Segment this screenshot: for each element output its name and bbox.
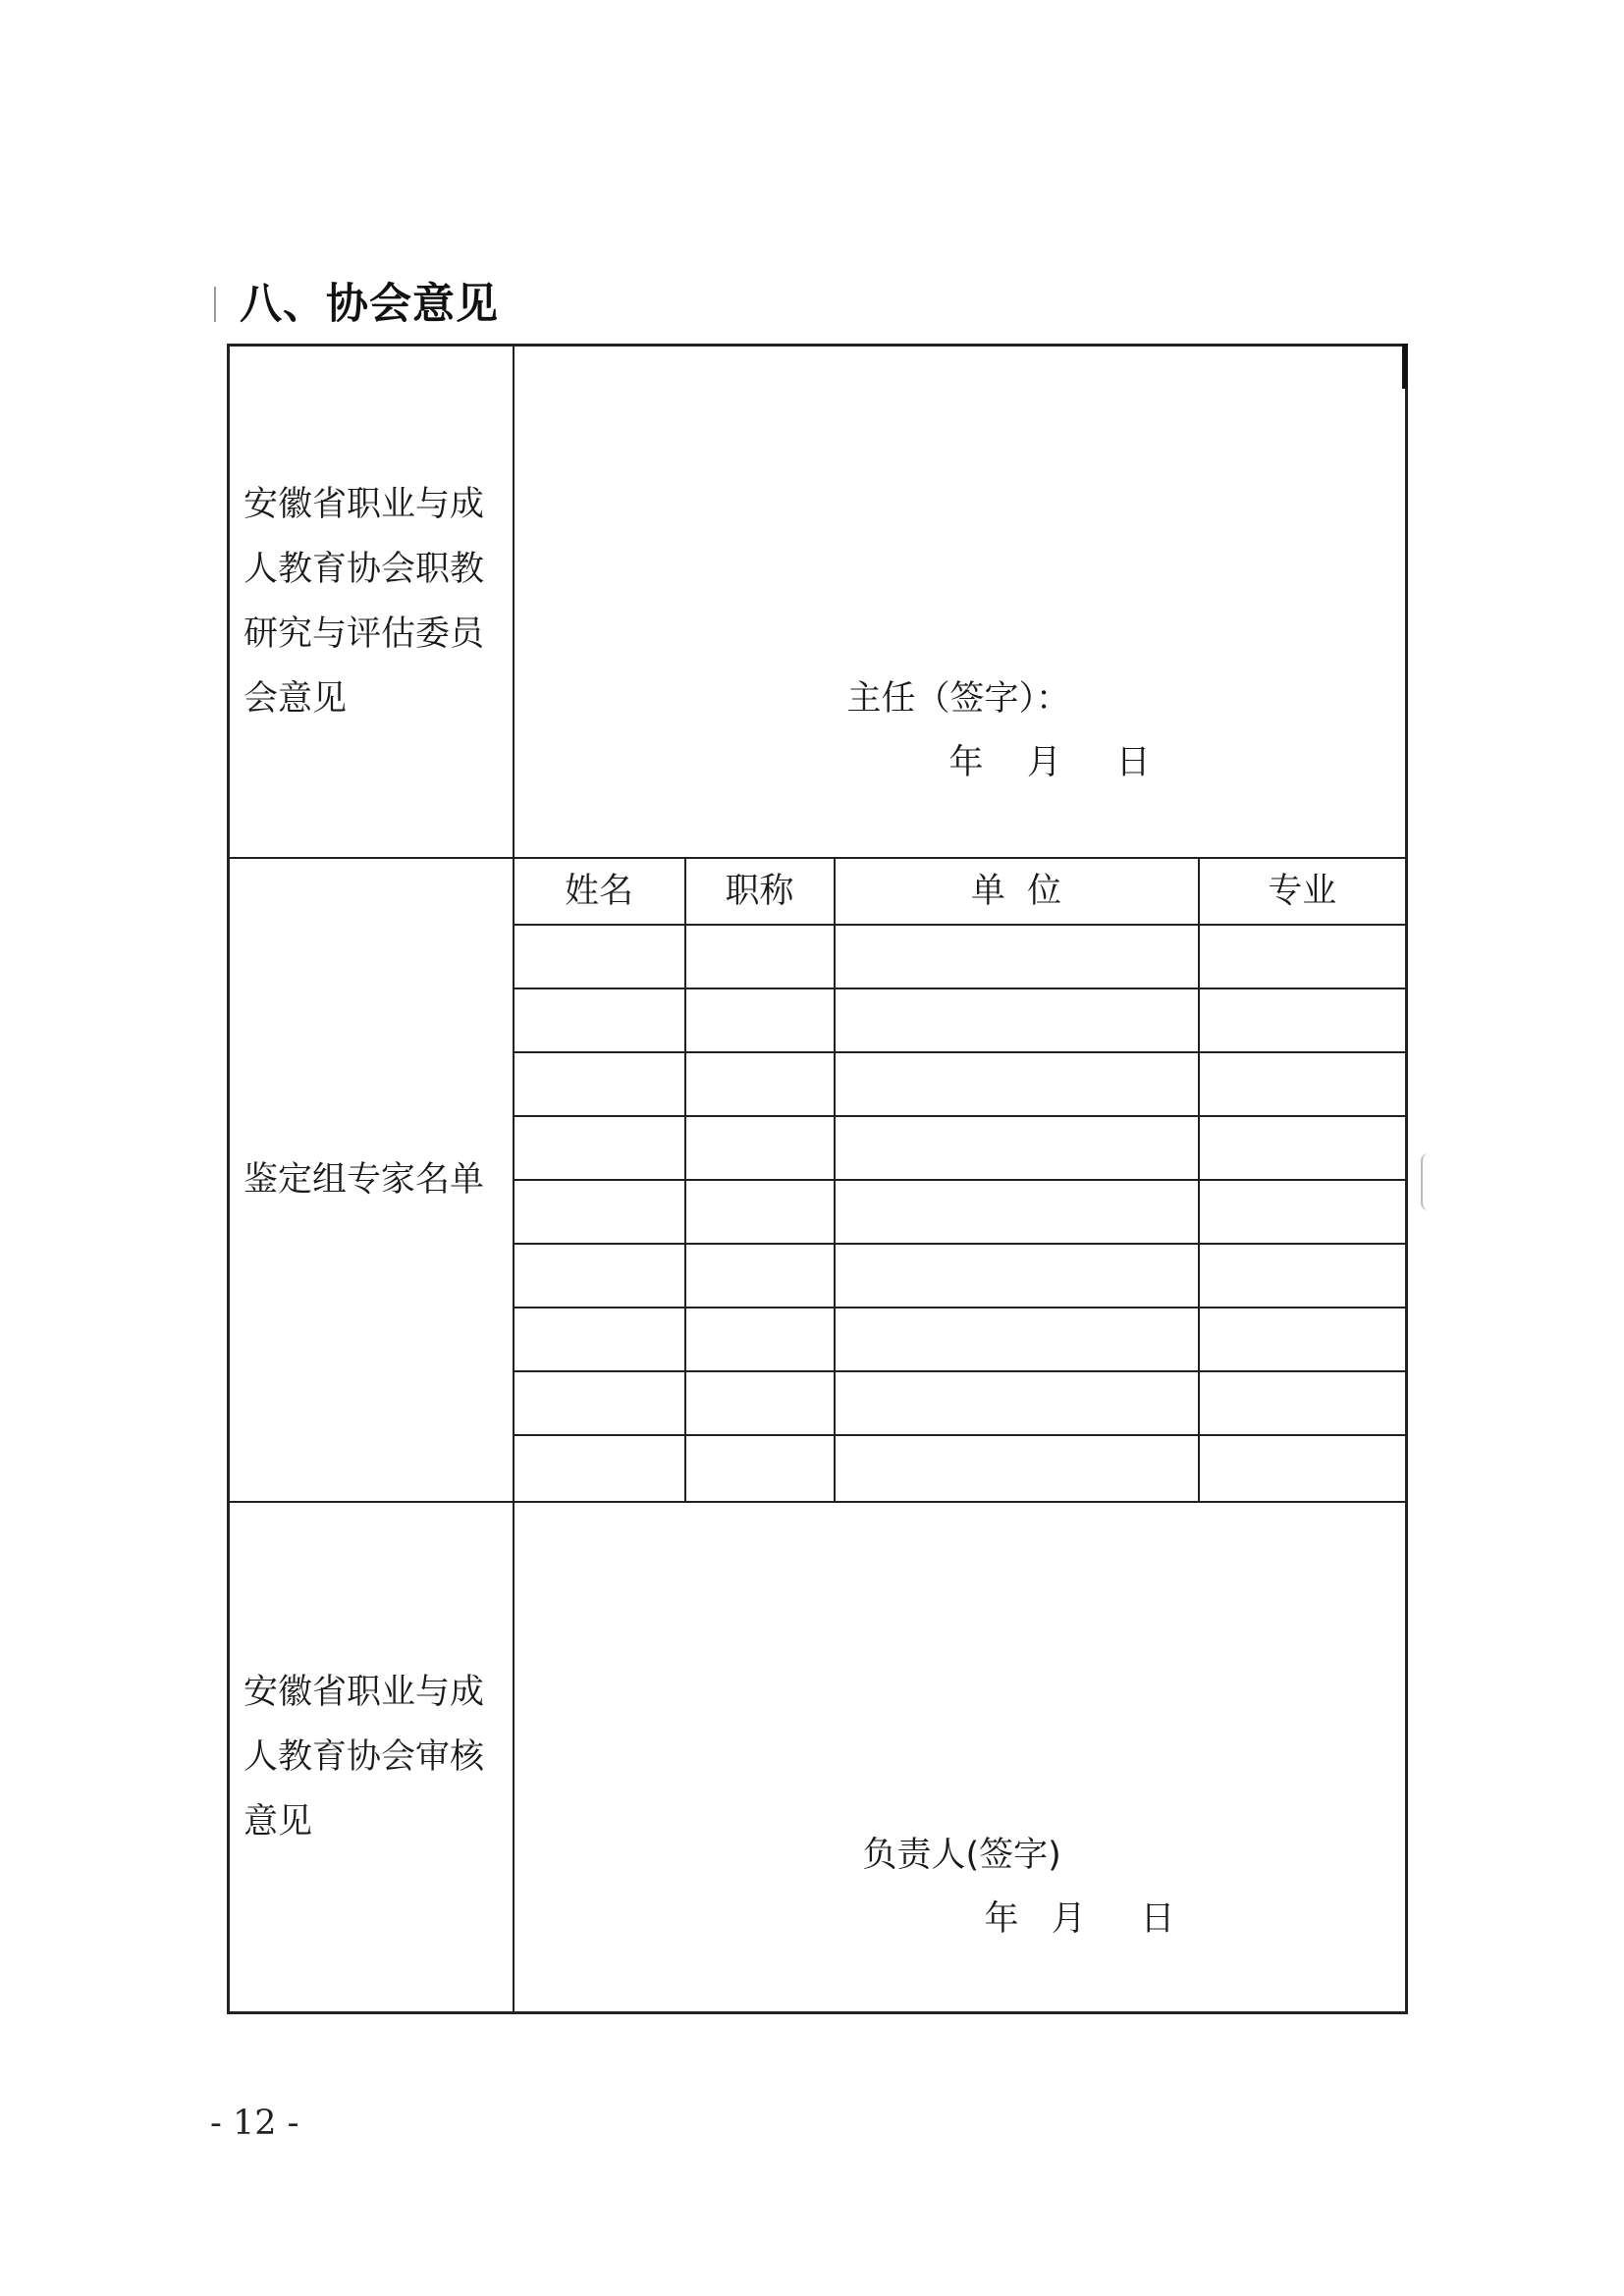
column-header-unit: 单 位 [835, 858, 1199, 925]
expert-name-cell[interactable] [514, 1244, 685, 1308]
expert-name-cell[interactable] [514, 1435, 685, 1502]
page-number: - 12 - [210, 2104, 299, 2143]
expert-name-cell[interactable] [514, 1371, 685, 1435]
expert-name-cell[interactable] [514, 988, 685, 1052]
association-review-row [229, 1502, 1407, 2013]
section-margin-mark [214, 287, 216, 322]
association-review-field[interactable] [514, 1502, 1407, 2013]
committee-opinion-label: 安徽省职业与成人教育协会职教研究与评估委员会意见 [244, 485, 485, 719]
committee-opinion-row [229, 346, 1407, 859]
expert-specialty-cell[interactable] [1199, 1371, 1407, 1435]
expert-specialty-cell[interactable] [1199, 1052, 1407, 1116]
expert-specialty-cell[interactable] [1199, 1435, 1407, 1502]
expert-unit-cell[interactable] [835, 1244, 1199, 1308]
expert-name-cell[interactable] [514, 1116, 685, 1180]
expert-unit-cell[interactable] [835, 1435, 1199, 1502]
margin-bracket-mark [1421, 1153, 1429, 1210]
expert-specialty-cell[interactable] [1199, 1180, 1407, 1244]
expert-title-cell[interactable] [685, 925, 835, 988]
expert-name-cell[interactable] [514, 925, 685, 988]
section-title: 八、协会意见 [240, 280, 499, 329]
expert-unit-cell[interactable] [835, 1116, 1199, 1180]
expert-title-cell[interactable] [685, 988, 835, 1052]
association-review-label-cell [229, 1502, 514, 2013]
expert-title-cell[interactable] [685, 1052, 835, 1116]
expert-title-cell[interactable] [685, 1371, 835, 1435]
association-review-label: 安徽省职业与成人教育协会审核意见 [244, 1673, 485, 1842]
expert-name-cell[interactable] [514, 1308, 685, 1371]
expert-title-cell[interactable] [685, 1116, 835, 1180]
expert-name-cell[interactable] [514, 1052, 685, 1116]
expert-list-label: 鉴定组专家名单 [244, 1160, 485, 1200]
expert-specialty-cell[interactable] [1199, 1116, 1407, 1180]
table-edge-mark [1402, 344, 1407, 389]
expert-name-cell[interactable] [514, 1180, 685, 1244]
committee-date-label: 年 月 日 [948, 743, 1151, 782]
expert-specialty-cell[interactable] [1199, 988, 1407, 1052]
expert-unit-cell[interactable] [835, 1052, 1199, 1116]
expert-specialty-cell[interactable] [1199, 1244, 1407, 1308]
opinion-form-table [227, 344, 1408, 2014]
expert-title-cell[interactable] [685, 1244, 835, 1308]
committee-opinion-field[interactable] [514, 346, 1407, 859]
expert-specialty-cell[interactable] [1199, 925, 1407, 988]
association-date-label: 年 月 日 [984, 1899, 1175, 1939]
column-header-name: 姓名 [514, 858, 685, 925]
expert-specialty-cell[interactable] [1199, 1308, 1407, 1371]
expert-unit-cell[interactable] [835, 1180, 1199, 1244]
association-signature-label: 负责人(签字) [862, 1836, 1061, 1875]
expert-unit-cell[interactable] [835, 1308, 1199, 1371]
expert-unit-cell[interactable] [835, 925, 1199, 988]
committee-signature-label: 主任（签字）： [846, 679, 1071, 719]
expert-list-label-cell [229, 858, 514, 1502]
column-header-specialty: 专业 [1199, 858, 1407, 925]
expert-title-cell[interactable] [685, 1308, 835, 1371]
expert-title-cell[interactable] [685, 1435, 835, 1502]
expert-unit-cell[interactable] [835, 988, 1199, 1052]
expert-list-header-row [229, 858, 1407, 925]
expert-unit-cell[interactable] [835, 1371, 1199, 1435]
column-header-title: 职称 [685, 858, 835, 925]
expert-title-cell[interactable] [685, 1180, 835, 1244]
committee-opinion-label-cell [229, 346, 514, 859]
